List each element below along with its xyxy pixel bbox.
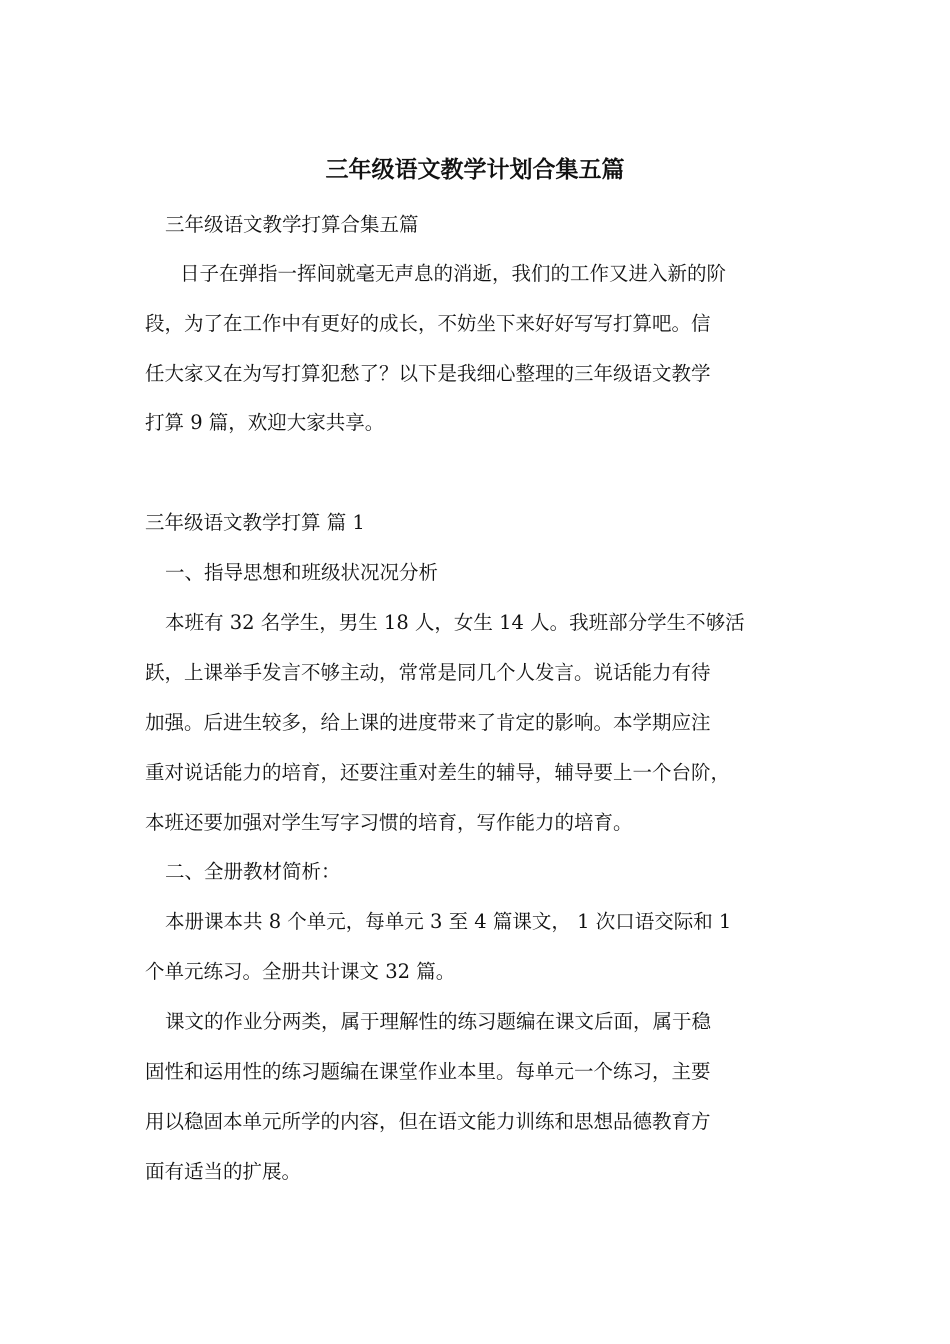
class-analysis-line-1: 本班有 32 名学生，男生 18 人，女生 14 人。我班部分学生不够活 xyxy=(165,611,745,634)
textbook-line-2: 个单元练习。全册共计课文 32 篇。 xyxy=(145,960,456,983)
class-analysis-line-2: 跃，上课举手发言不够主动，常常是同几个人发言。说话能力有待 xyxy=(145,661,711,684)
homework-line-3: 用以稳固本单元所学的内容，但在语文能力训练和思想品德教育方 xyxy=(145,1110,711,1133)
class-analysis-line-5: 本班还要加强对学生写字习惯的培育，写作能力的培育。 xyxy=(145,811,633,834)
document-title: 三年级语文教学计划合集五篇 xyxy=(325,157,625,183)
class-analysis-line-4: 重对说话能力的培育，还要注重对差生的辅导，辅导要上一个台阶， xyxy=(145,761,731,784)
subtitle-line: 三年级语文教学打算合集五篇 xyxy=(165,213,419,236)
intro-line-4: 打算 9 篇，欢迎大家共享。 xyxy=(145,411,385,434)
homework-line-4: 面有适当的扩展。 xyxy=(145,1160,302,1183)
intro-line-1: 日子在弹指一挥间就毫无声息的消逝，我们的工作又进入新的阶 xyxy=(180,262,727,285)
homework-line-2: 固性和运用性的练习题编在课堂作业本里。每单元一个练习，主要 xyxy=(145,1060,711,1083)
intro-line-2: 段，为了在工作中有更好的成长，不妨坐下来好好写写打算吧。信 xyxy=(145,312,711,335)
textbook-line-1: 本册课本共 8 个单元，每单元 3 至 4 篇课文， 1 次口语交际和 1 xyxy=(165,910,732,933)
homework-line-1: 课文的作业分两类，属于理解性的练习题编在课文后面，属于稳 xyxy=(165,1010,712,1033)
part-two-heading: 二、全册教材简析： xyxy=(165,860,341,883)
section-heading: 三年级语文教学打算 篇 1 xyxy=(145,511,365,534)
intro-line-3: 任大家又在为写打算犯愁了？以下是我细心整理的三年级语文教学 xyxy=(145,362,711,385)
class-analysis-line-3: 加强。后进生较多，给上课的进度带来了肯定的影响。本学期应注 xyxy=(145,711,711,734)
part-one-heading: 一、指导思想和班级状况况分析 xyxy=(165,561,439,584)
